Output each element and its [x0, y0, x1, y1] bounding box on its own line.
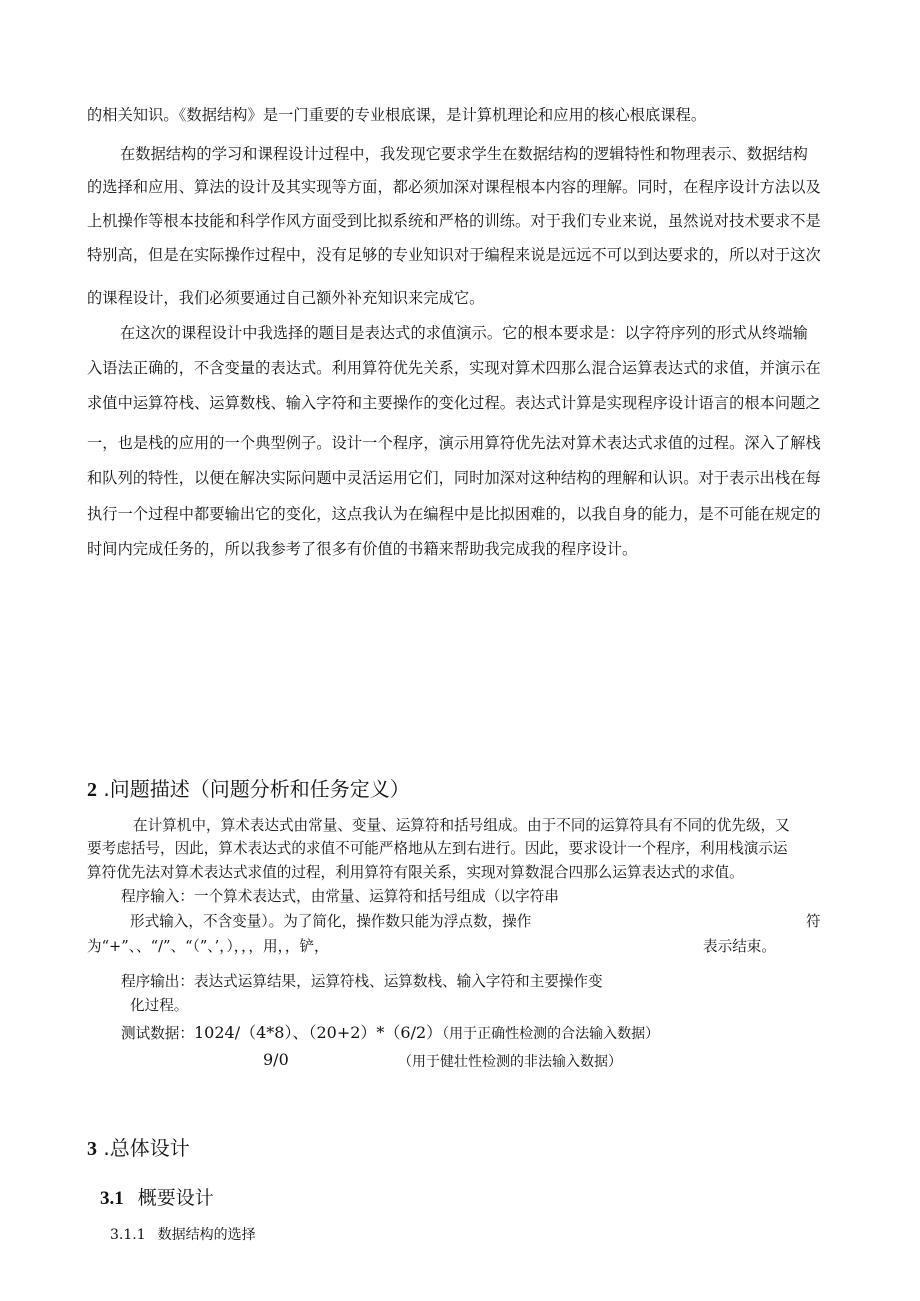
- test-expression-invalid: 9/0: [263, 1050, 289, 1069]
- subsection-3-1-1-heading: [110, 1224, 256, 1244]
- test-data-label: 测试数据：: [121, 1025, 194, 1042]
- text-line: 算符优先法对算术表达式求值的过程，利用算符有限关系，实现对算数混合四那么运算表达式的求值。: [87, 864, 744, 881]
- subsection-number: 3.1: [100, 1188, 124, 1209]
- section-3-heading: [87, 1132, 190, 1161]
- subsubsection-title: 数据结构的选择: [157, 1227, 256, 1243]
- text-line: 特别高，但是在实际操作过程中，没有足够的专业知识对于编程来说是远远不可以到达要求的，所以对于这次: [87, 246, 821, 264]
- program-input-line-tail: 符: [806, 913, 821, 930]
- section-3-title: .总体设计: [103, 1136, 190, 1160]
- section-2-title: .问题描述（问题分析和任务定义）: [103, 777, 410, 801]
- subsection-3-1-heading: [100, 1183, 214, 1210]
- text-line: 入语法正确的，不含变量的表达式。利用算符优先关系，实现对算术四那么混合运算表达式的求值，并演示在: [87, 359, 821, 377]
- text-line: 上机操作等根本技能和科学作风方面受到比拟系统和严格的训练。对于我们专业来说，虽然说对技术要求不是: [87, 212, 821, 230]
- subsection-title: 概要设计: [137, 1187, 214, 1209]
- test-note-valid: （用于正确性检测的合法输入数据）: [442, 1026, 660, 1042]
- text-line: 在这次的课程设计中我选择的题目是表达式的求值演示。它的根本要求是：以字符序列的形式从终端输: [120, 324, 808, 342]
- section-3-number: 3: [87, 1138, 97, 1160]
- test-data-line: [121, 1020, 659, 1043]
- text-line: 求值中运算符栈、运算数栈、输入字符和主要操作的变化过程。表达式计算是实现程序设计语言的根本问题之: [87, 394, 821, 412]
- text-line: 和队列的特性，以便在解决实际问题中灵活运用它们，同时加深对这种结构的理解和认识。对于表示出栈在每: [87, 469, 821, 487]
- text-line: 在计算机中，算术表达式由常量、变量、运算符和括号组成。由于不同的运算符具有不同的优先级，又: [133, 817, 790, 834]
- text-line: 一，也是栈的应用的一个典型例子。设计一个程序，演示用算符优先法对算术表达式求值的过程。深入了解栈: [87, 434, 821, 452]
- section-2-heading: [87, 773, 410, 802]
- program-input-line: 形式输入，不含变量）。为了简化，操作数只能为浮点数，操作: [130, 913, 532, 930]
- text-line: 的课程设计，我们必须要通过自己额外补充知识来完成它。: [87, 289, 485, 307]
- program-output-line: 程序输出：表达式运算结果，运算符栈、运算数栈、输入字符和主要操作变: [121, 973, 603, 990]
- section-2-number: 2: [87, 779, 97, 801]
- text-line: 执行一个过程中都要输出它的变化，这点我认为在编程中是比拟困难的，以我自身的能力，是不可能在规定的: [87, 505, 821, 523]
- subsubsection-number: 3.1.1: [110, 1227, 146, 1243]
- text-line: 要考虑括号，因此，算术表达式的求值不可能严格地从左到右进行。因此，要求设计一个程序，利用栈演示运: [87, 840, 788, 857]
- test-note-invalid: （用于健壮性检测的非法输入数据）: [398, 1054, 622, 1070]
- program-input-line-tail: 表示结束。: [703, 938, 776, 955]
- program-output-line: 化过程。: [130, 997, 189, 1014]
- program-input-line: 程序输入：一个算术表达式，由常量、运算符和括号组成（以字符串: [121, 888, 559, 905]
- program-input-line: 为“+”、、“/”、“（”、’，），，，用，，铲，: [87, 938, 329, 955]
- text-line: 时间内完成任务的，所以我参考了很多有价值的书籍来帮助我完成我的程序设计。: [87, 540, 638, 558]
- test-expression-valid: 1024/（4*8）、（20+2）*（6/2）: [193, 1023, 443, 1042]
- intro-line: 的相关知识。《数据结构》是一门重要的专业根底课，是计算机理论和应用的核心根底课程。: [87, 106, 707, 124]
- text-line: 在数据结构的学习和课程设计过程中，我发现它要求学生在数据结构的逻辑特性和物理表示、数据结构: [120, 145, 808, 163]
- text-line: 的选择和应用、算法的设计及其实现等方面，都必须加深对课程根本内容的理解。同时，在程序设计方法以及: [87, 178, 821, 196]
